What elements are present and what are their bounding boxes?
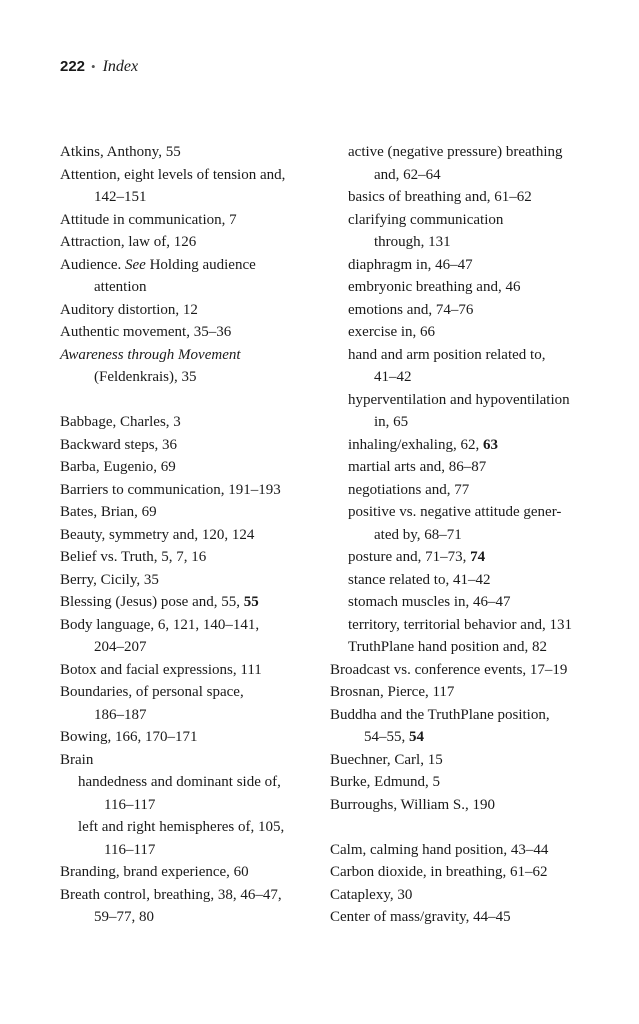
index-entry: Burroughs, William S., 190 xyxy=(330,796,495,813)
header-bullet: • xyxy=(91,59,96,74)
index-entry-continuation: 116–117 xyxy=(104,841,156,858)
index-entry: Cataplexy, 30 xyxy=(330,886,413,903)
index-entry: Broadcast vs. conference events, 17–19 xyxy=(330,661,568,678)
index-entry-continuation: and, 62–64 xyxy=(374,166,441,183)
index-entry: Brain xyxy=(60,751,94,768)
index-entry-continuation: 142–151 xyxy=(94,189,147,205)
index-subentry: hyperventilation and hypoventilation xyxy=(348,391,570,408)
index-entry: Barriers to communication, 191–193 xyxy=(60,481,281,498)
index-subentry: hand and arm position related to, xyxy=(348,346,546,363)
index-entry: Belief vs. Truth, 5, 7, 16 xyxy=(60,549,207,565)
index-subentry: active (negative pressure) breathing xyxy=(348,144,563,160)
running-header xyxy=(60,56,138,78)
index-entry-continuation: through, 131 xyxy=(374,234,451,250)
index-entry: Authentic movement, 35–36 xyxy=(60,324,232,340)
index-subentry: embryonic breathing and, 46 xyxy=(348,279,521,295)
index-entry: Boundaries, of personal space, xyxy=(60,684,244,700)
index-entry: Beauty, symmetry and, 120, 124 xyxy=(60,526,255,543)
index-entry-continuation: attention xyxy=(94,279,147,295)
index-entry: Buddha and the TruthPlane position, xyxy=(330,706,550,723)
index-subentry: clarifying communication xyxy=(348,211,504,228)
index-entry: Attitude in communication, 7 xyxy=(60,211,237,228)
index-entry: Backward steps, 36 xyxy=(60,436,178,453)
index-entry: Auditory distortion, 12 xyxy=(60,301,198,318)
index-entry: Attention, eight levels of tension and, xyxy=(60,166,286,183)
index-entry-continuation: 204–207 xyxy=(94,639,147,655)
index-entry-continuation: (Feldenkrais), 35 xyxy=(94,369,197,385)
index-entry: Attraction, law of, 126 xyxy=(60,234,197,250)
index-subentry: martial arts and, 86–87 xyxy=(348,459,487,475)
index-subentry: stance related to, 41–42 xyxy=(348,571,491,588)
index-entry: Audience. See Holding audience xyxy=(60,256,256,273)
index-subentry: exercise in, 66 xyxy=(348,324,436,340)
index-entry-continuation: 41–42 xyxy=(374,369,412,385)
index-entry: Blessing (Jesus) pose and, 55, 55 xyxy=(60,594,259,610)
index-subentry: emotions and, 74–76 xyxy=(348,301,474,318)
index-entry: Atkins, Anthony, 55 xyxy=(60,144,181,160)
index-entry: Bates, Brian, 69 xyxy=(60,504,157,520)
section-title: Index xyxy=(102,58,139,75)
index-subentry: left and right hemispheres of, 105, xyxy=(78,819,285,835)
index-entry-continuation: 186–187 xyxy=(94,706,147,723)
index-entry: Breath control, breathing, 38, 46–47, xyxy=(60,886,282,903)
index-entry: Awareness through Movement xyxy=(60,346,241,363)
index-subentry: positive vs. negative attitude gener- xyxy=(348,504,562,520)
index-entry-continuation: 59–77, 80 xyxy=(94,909,154,925)
index-entry-continuation: 116–117 xyxy=(104,796,156,813)
index-subentry: stomach muscles in, 46–47 xyxy=(348,594,511,610)
index-entry: Body language, 6, 121, 140–141, xyxy=(60,616,260,633)
index-subentry: basics of breathing and, 61–62 xyxy=(348,189,532,205)
index-entry: Carbon dioxide, in breathing, 61–62 xyxy=(330,864,548,880)
index-subentry: posture and, 71–73, 74 xyxy=(348,549,486,565)
index-entry-continuation: in, 65 xyxy=(374,414,409,430)
index-entry: Center of mass/gravity, 44–45 xyxy=(330,909,511,925)
index-column-right xyxy=(330,141,605,929)
index-subentry: inhaling/exhaling, 62, 63 xyxy=(348,436,498,453)
index-entry: Burke, Edmund, 5 xyxy=(330,774,440,790)
index-entry-continuation: ated by, 68–71 xyxy=(374,526,462,543)
letter-group-gap xyxy=(60,389,310,412)
index-entry: Bowing, 166, 170–171 xyxy=(60,729,198,745)
index-entry: Berry, Cicily, 35 xyxy=(60,571,159,588)
index-subentry: territory, territorial behavior and, 131 xyxy=(348,616,572,633)
index-entry: Branding, brand experience, 60 xyxy=(60,864,249,880)
index-entry: Botox and facial expressions, 111 xyxy=(60,661,262,678)
index-entry: Babbage, Charles, 3 xyxy=(60,414,181,430)
index-entry: Calm, calming hand position, 43–44 xyxy=(330,841,549,858)
letter-group-gap xyxy=(330,816,605,839)
index-entry-continuation: 54–55, 54 xyxy=(364,729,424,745)
index-entry: Brosnan, Pierce, 117 xyxy=(330,684,455,700)
index-subentry: TruthPlane hand position and, 82 xyxy=(348,639,548,655)
index-subentry: negotiations and, 77 xyxy=(348,481,470,498)
index-subentry: handedness and dominant side of, xyxy=(78,774,281,790)
index-column-left xyxy=(60,141,310,929)
page-number: 222 xyxy=(60,58,86,75)
index-entry: Buechner, Carl, 15 xyxy=(330,751,443,768)
index-entry: Barba, Eugenio, 69 xyxy=(60,459,176,475)
index-subentry: diaphragm in, 46–47 xyxy=(348,256,473,273)
